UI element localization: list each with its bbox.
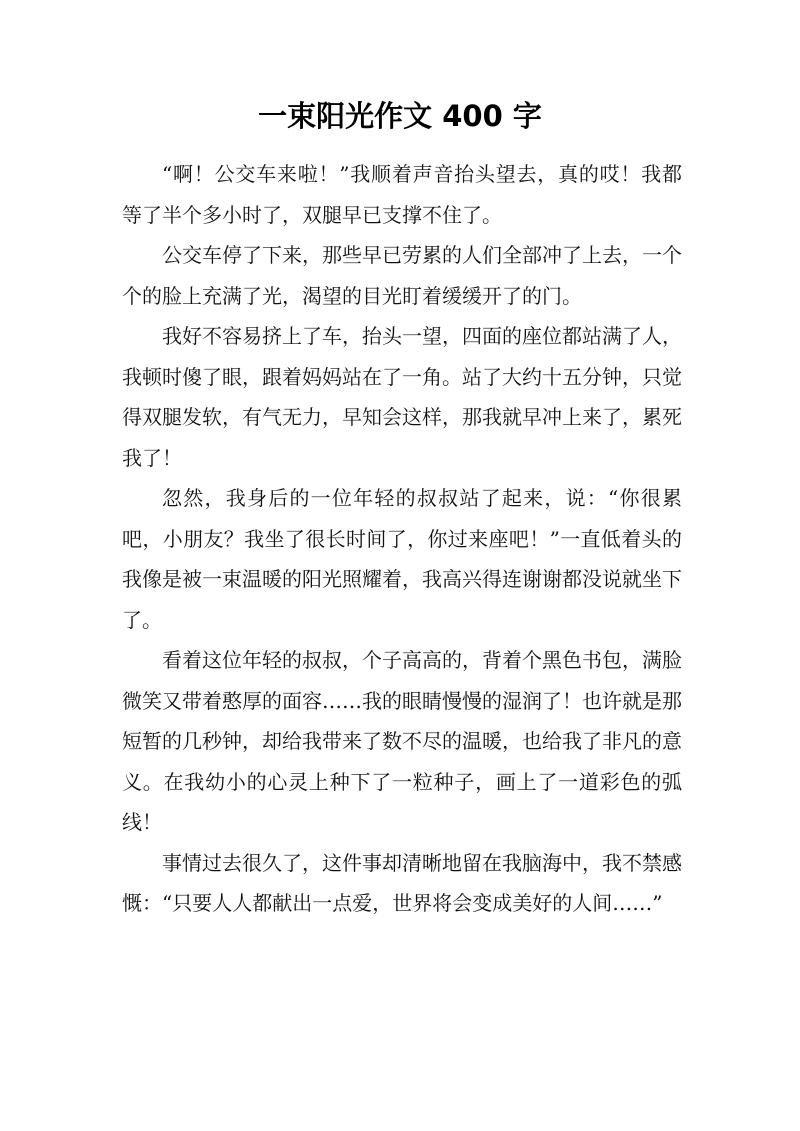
paragraph: 事情过去很久了，这件事却清晰地留在我脑海中，我不禁感慨：“只要人人都献出一点爱，世界将会变成美好的人间……” <box>122 850 682 915</box>
paragraph: 我好不容易挤上了车，抬头一望，四面的座位都站满了人，我顿时傻了眼，跟着妈妈站在了一角。站了大约十五分钟，只觉得双腿发软，有气无力，早知会这样，那我就早冲上来了，累死我了！ <box>122 324 682 470</box>
paragraph: 公交车停了下来，那些早已劳累的人们全部冲了上去，一个个的脸上充满了光，渴望的目光盯着缓缓开了的门。 <box>122 243 682 308</box>
document-title: 一束阳光作文 400 字 <box>258 99 542 133</box>
paragraph: “啊！公交车来啦！”我顺着声音抬头望去，真的哎！我都等了半个多小时了，双腿早已支撑不住了。 <box>122 162 682 227</box>
paragraph: 忽然，我身后的一位年轻的叔叔站了起来，说：“你很累吧，小朋友？我坐了很长时间了，你过来座吧！”一直低着头的我像是被一束温暖的阳光照耀着，我高兴得连谢谢都没说就坐下了。 <box>122 486 682 632</box>
paragraph: 看着这位年轻的叔叔，个子高高的，背着个黑色书包，满脸微笑又带着憨厚的面容……我的眼睛慢慢的湿润了！也许就是那短暂的几秒钟，却给我带来了数不尽的温暖，也给我了非凡的意义。在我幼小的心灵上种下了一粒种子，画上了一道彩色的弧线！ <box>122 648 682 834</box>
document-body <box>122 154 682 924</box>
